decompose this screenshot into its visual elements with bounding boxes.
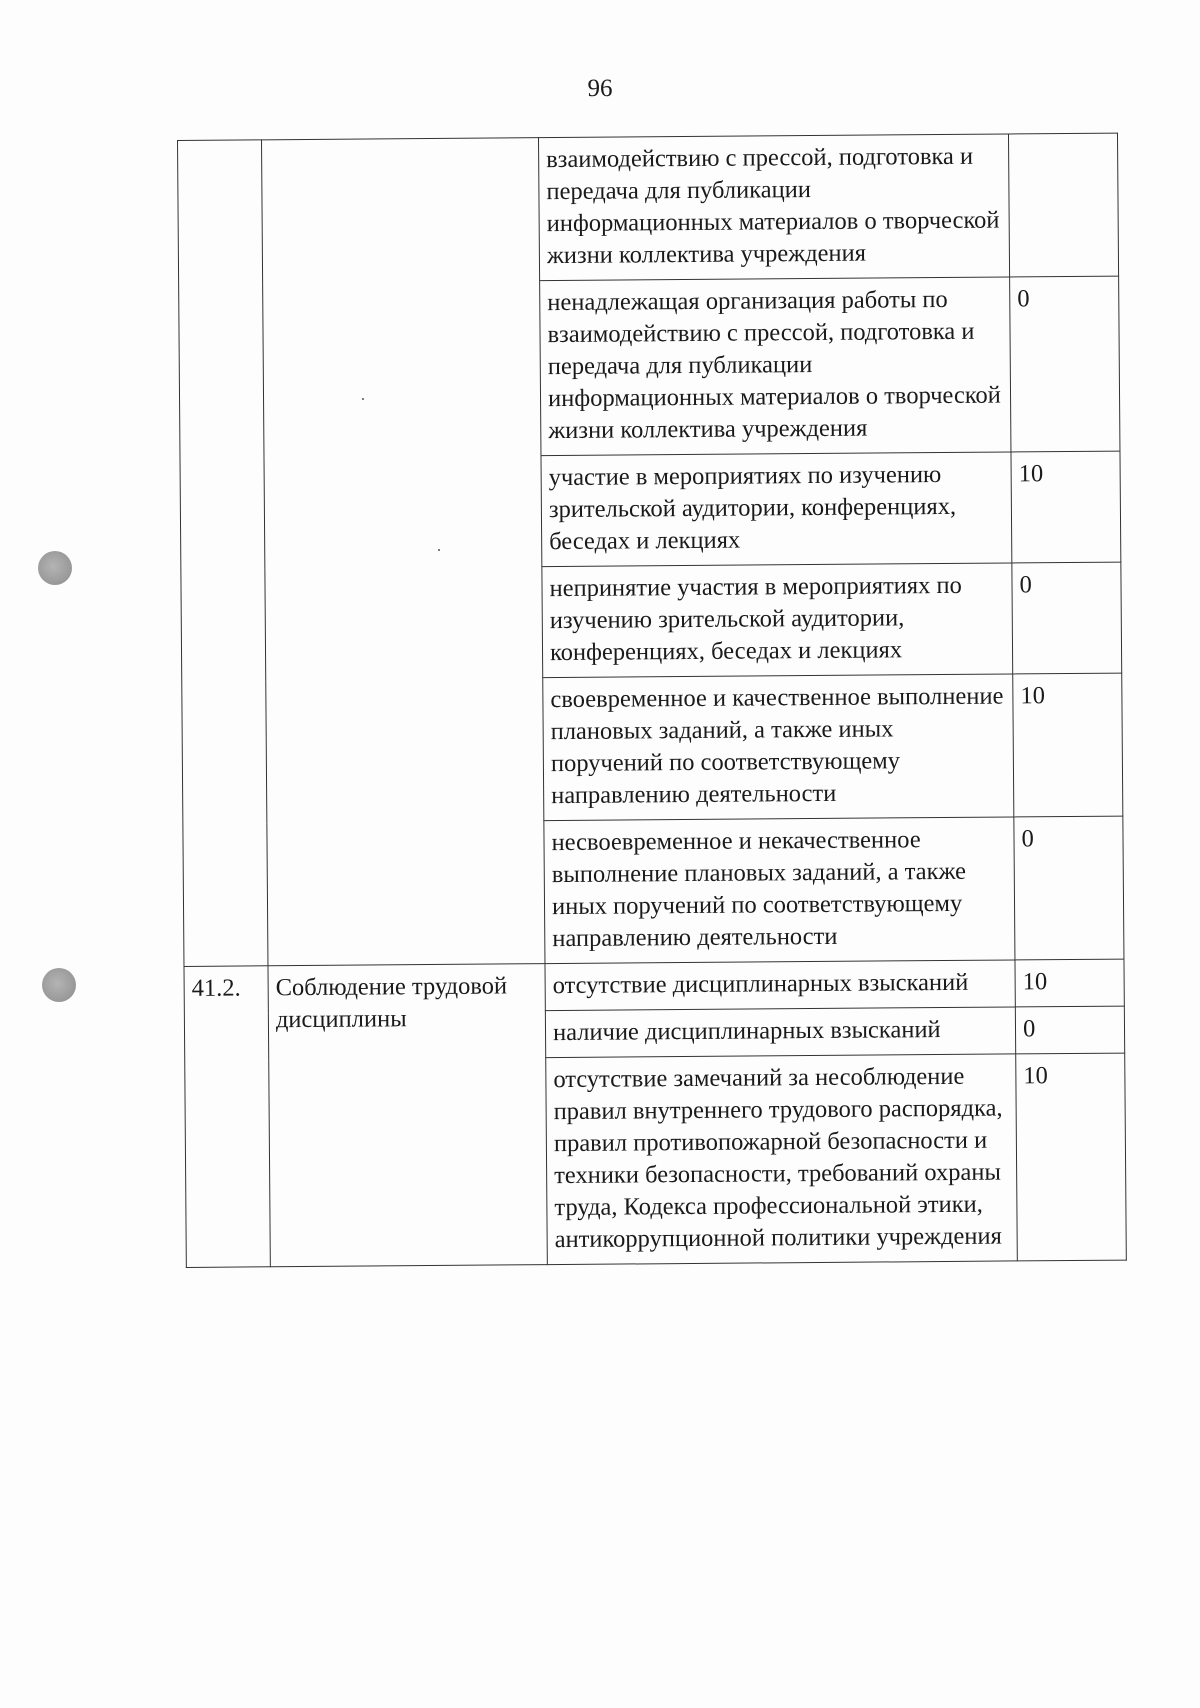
page-number: 96	[587, 75, 613, 102]
score-cell: 0	[1012, 562, 1122, 674]
criterion-cell: несвоевременное и некачественное выполнение плановых заданий, а также иных поручений по соответствующему направлению деятельности	[544, 817, 1015, 964]
binder-hole-bottom	[42, 968, 76, 1002]
section-name: Соблюдение трудовой дисциплины	[268, 964, 547, 1267]
criterion-cell: участие в мероприятиях по изучению зрительской аудитории, конференциях, беседах и лекциях	[541, 452, 1012, 567]
score-cell: 10	[1013, 673, 1123, 817]
number-cell-empty	[178, 140, 268, 967]
criterion-cell: непринятие участия в мероприятиях по изучению зрительской аудитории, конференциях, беседах и лекциях	[542, 563, 1013, 678]
binder-hole-top	[38, 551, 72, 585]
score-cell: 10	[1016, 1053, 1127, 1261]
score-cell: 0	[1010, 276, 1120, 452]
score-cell: 0	[1014, 816, 1124, 960]
score-cell: 0	[1015, 1006, 1124, 1054]
section-number: 41.2.	[184, 966, 270, 1268]
table-row	[178, 133, 1119, 283]
table-row	[184, 959, 1124, 1013]
criterion-cell: взаимодействию с прессой, подготовка и передача для публикации информационных материалов о творческой жизни коллектива учреждения	[538, 134, 1009, 281]
indicator-cell-empty	[262, 138, 545, 966]
criterion-cell: своевременное и качественное выполнение плановых заданий, а также иных поручений по соответствующему направлению деятельности	[543, 674, 1014, 821]
criterion-cell: наличие дисциплинарных взысканий	[545, 1007, 1015, 1058]
score-cell: 10	[1015, 959, 1124, 1007]
score-cell: 10	[1011, 451, 1121, 563]
criterion-cell: ненадлежащая организация работы по взаимодействию с прессой, подготовка и передача для публикации информационных материалов о творческой жизни коллектива учреждения	[540, 277, 1011, 456]
criteria-table	[177, 133, 1127, 1268]
criterion-cell: отсутствие дисциплинарных взысканий	[545, 960, 1015, 1011]
score-cell	[1008, 133, 1118, 277]
criterion-cell: отсутствие замечаний за несоблюдение правил внутреннего трудового распорядка, правил противопожарной безопасности и техники безопасности, требований охраны труда, Кодекса профессиональной этики, антикоррупционной политики учреждения	[546, 1054, 1018, 1265]
